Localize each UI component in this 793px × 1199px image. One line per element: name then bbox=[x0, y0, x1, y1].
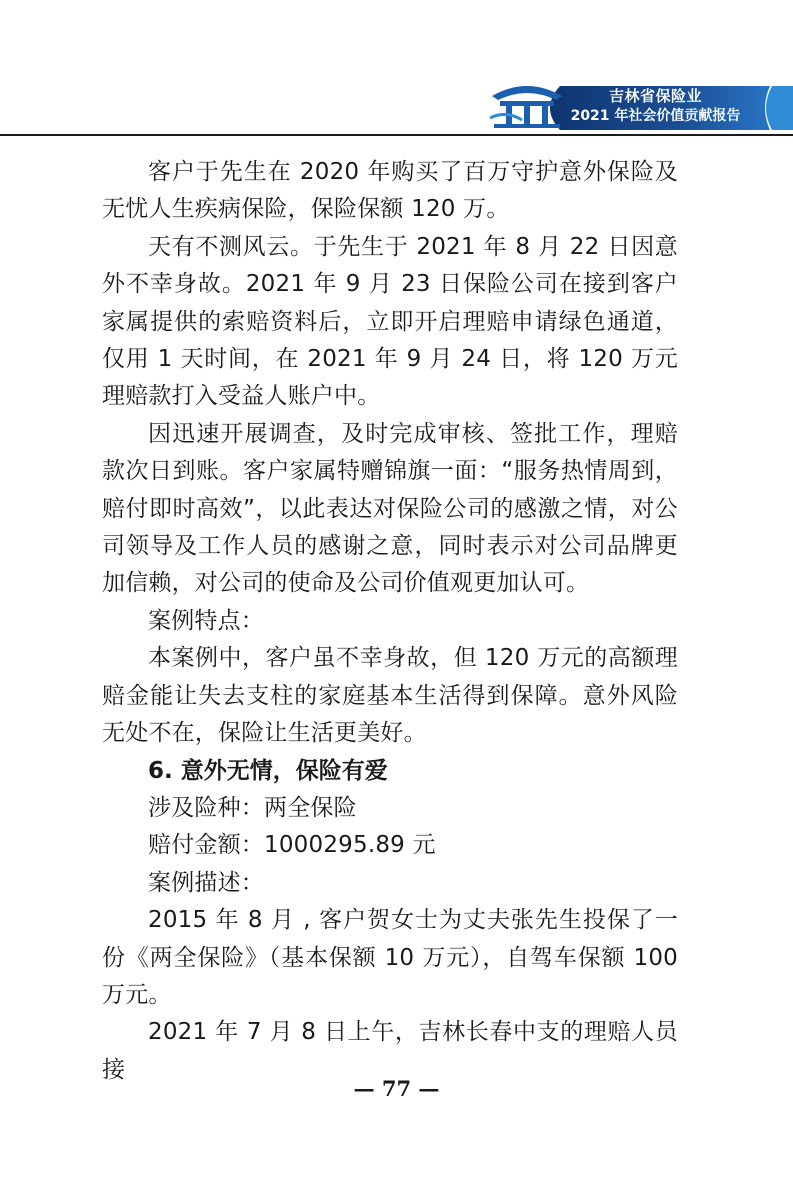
report-title-line2: 2021 年社会价值贡献报告 bbox=[570, 108, 741, 124]
section-heading: 6. 意外无情，保险有爱 bbox=[148, 757, 388, 784]
case-features-label: 案例特点： bbox=[148, 607, 264, 634]
body-paragraph: 2015 年 8 月 , 客户贺女士为丈夫张先生投保了一份《两全保险》（基本保额 10 万元），自驾车保额 100 万元。 bbox=[102, 907, 678, 1008]
header-divider bbox=[0, 134, 793, 136]
body-paragraph: 2021 年 7 月 8 日上午，吉林长春中支的理赔人员接 bbox=[102, 1019, 678, 1083]
body-paragraph: 因迅速开展调查，及时完成审核、签批工作，理赔款次日到账。客户家属特赠锦旗一面：“服务热情周到，赔付即时高效”，以此表达对保险公司的感激之情，对公司领导及工作人员的感谢之意，同时表示对公司品牌更加信赖，对公司的使命及公司价值观更加认可。 bbox=[102, 420, 678, 597]
page-body bbox=[102, 154, 678, 1089]
page-number: — 77 — bbox=[353, 1076, 440, 1101]
report-title bbox=[548, 86, 763, 130]
payout-amount-field: 赔付金额：1000295.89 元 bbox=[148, 832, 436, 859]
report-title-line1: 吉林省保险业 bbox=[608, 87, 702, 105]
body-paragraph: 本案例中，客户虽不幸身故，但 120 万元的高额理赔金能让失去支柱的家庭基本生活得到保障。意外风险无处不在，保险让生活更美好。 bbox=[102, 645, 678, 747]
body-paragraph: 客户于先生在 2020 年购买了百万守护意外保险及无忧人生疾病保险，保险保额 120 万。 bbox=[102, 159, 678, 223]
page-header bbox=[0, 0, 793, 140]
body-paragraph: 天有不测风云。于先生于 2021 年 8 月 22 日因意外不幸身故。2021 年 9 月 23 日保险公司在接到客户家属提供的索赔资料后，立即开启理赔申请绿色通道，仅用 1 天时间，在 2021 年 9 月 24 日，将 120 万元理赔款打入受益人账户中。 bbox=[102, 233, 678, 410]
case-description-label: 案例描述： bbox=[148, 869, 264, 896]
insurance-type-field: 涉及险种：两全保险 bbox=[148, 794, 357, 821]
